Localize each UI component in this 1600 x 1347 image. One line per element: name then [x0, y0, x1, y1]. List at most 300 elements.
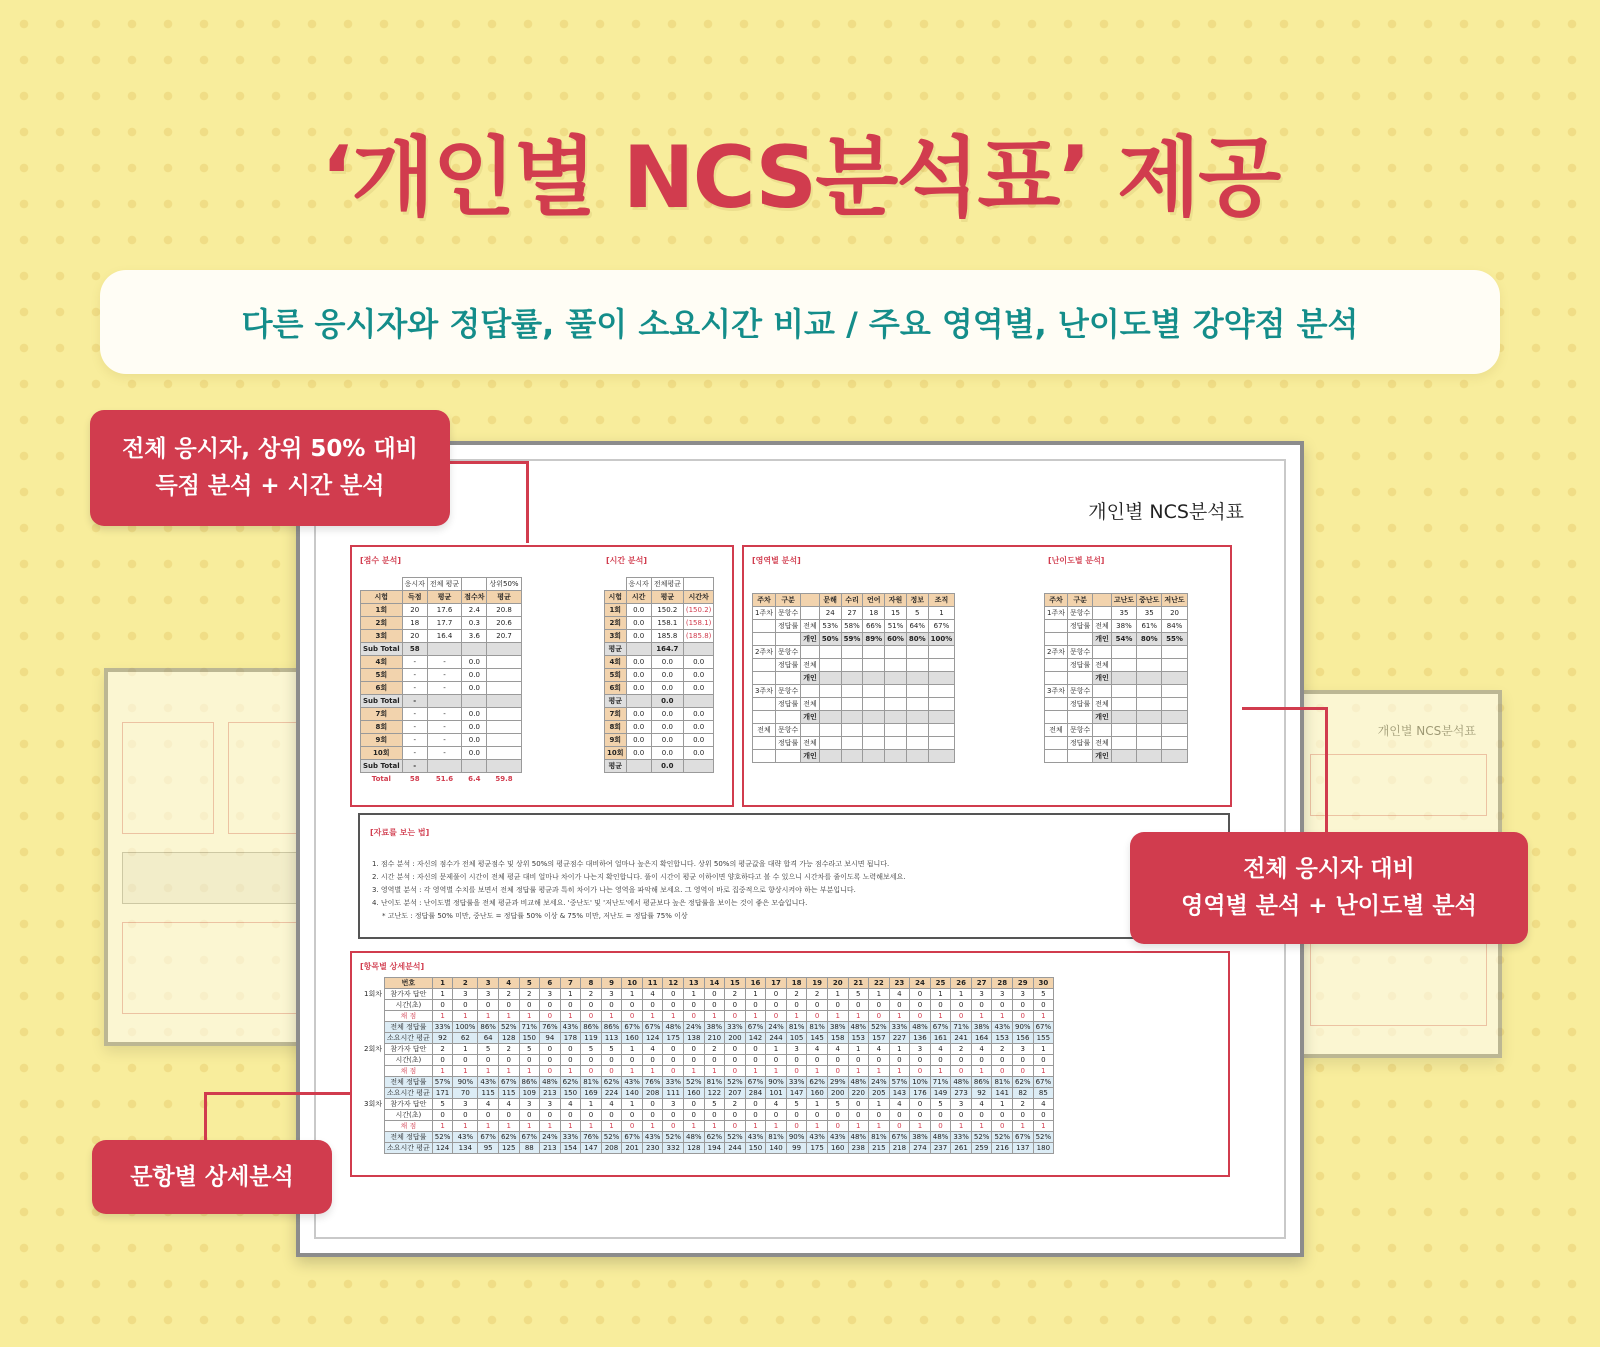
- table-cell: 0: [560, 1044, 581, 1055]
- table-cell: (185.8): [683, 630, 714, 643]
- table-cell: 52%: [869, 1022, 890, 1033]
- table-cell: (150.2): [683, 604, 714, 617]
- callout-area-line2: 영역별 분석 + 난이도별 분석: [1181, 893, 1477, 919]
- table-cell: 0.0: [683, 656, 714, 669]
- table-cell: 1: [930, 989, 951, 1000]
- table-cell: [1045, 672, 1068, 685]
- table-cell: 3회차: [364, 1100, 382, 1108]
- table-cell: 1: [560, 989, 581, 1000]
- table-cell: 0: [725, 1110, 746, 1121]
- table-cell: 1주차: [1045, 607, 1068, 620]
- table-cell: 2: [725, 989, 746, 1000]
- table-row: [605, 591, 714, 604]
- table-cell: 1: [622, 1044, 643, 1055]
- table-cell: [1162, 646, 1187, 659]
- table-cell: 51.6: [435, 775, 454, 783]
- table-cell: 참가자 답안: [384, 1099, 432, 1110]
- table-cell: [819, 737, 841, 750]
- table-row: [361, 578, 522, 591]
- table-cell: 1: [498, 1011, 519, 1022]
- table-cell: 1: [745, 1066, 766, 1077]
- table-cell: [1137, 737, 1162, 750]
- table-cell: 205: [869, 1088, 890, 1099]
- table-cell: [626, 695, 651, 708]
- table-cell: 0: [642, 1000, 663, 1011]
- table-cell: [362, 1110, 384, 1121]
- table-cell: 0.0: [626, 630, 651, 643]
- table-cell: 6.4: [468, 775, 481, 783]
- table-cell: 5: [601, 1044, 622, 1055]
- table-cell: 1: [642, 1121, 663, 1132]
- table-cell: 0: [848, 1099, 869, 1110]
- table-cell: 0: [519, 1110, 540, 1121]
- table-cell: 0.0: [462, 656, 487, 669]
- table-cell: 0: [663, 1044, 684, 1055]
- table-cell: [819, 659, 841, 672]
- table-cell: -: [402, 721, 427, 734]
- table-cell: 142: [745, 1033, 766, 1044]
- table-cell: 52%: [992, 1132, 1013, 1143]
- table-cell: 67%: [889, 1132, 910, 1143]
- table-cell: 7회: [361, 708, 403, 721]
- table-cell: 개인: [1093, 750, 1112, 763]
- table-cell: 27: [971, 978, 992, 989]
- table-cell: 0: [622, 1011, 643, 1022]
- table-cell: 33%: [889, 1022, 910, 1033]
- table-cell: 0: [725, 1055, 746, 1066]
- table-cell: [801, 724, 820, 737]
- table-cell: 58: [402, 643, 427, 656]
- table-cell: [427, 643, 461, 656]
- table-cell: 1: [1033, 1121, 1054, 1132]
- table-cell: 62%: [560, 1077, 581, 1088]
- table-cell: [487, 695, 521, 708]
- table-cell: 52%: [601, 1132, 622, 1143]
- table-row: [361, 695, 522, 708]
- table-row: [605, 578, 714, 591]
- table-cell: 230: [642, 1143, 663, 1154]
- table-cell: 38%: [1111, 620, 1136, 633]
- table-cell: 정답률: [1067, 620, 1092, 633]
- table-cell: [487, 643, 521, 656]
- table-row: [361, 643, 522, 656]
- callout-connector-item: [204, 1092, 350, 1095]
- table-cell: 전체: [801, 737, 820, 750]
- table-cell: 241: [951, 1033, 972, 1044]
- table-cell: 0: [827, 1000, 848, 1011]
- table-cell: 33%: [786, 1077, 807, 1088]
- table-cell: 전체 정답률: [384, 1022, 432, 1033]
- table-cell: Total: [371, 775, 391, 783]
- table-cell: [928, 750, 955, 763]
- table-cell: [906, 646, 928, 659]
- table-cell: 0: [560, 1000, 581, 1011]
- table-cell: 86%: [601, 1022, 622, 1033]
- table-cell: 48%: [848, 1022, 869, 1033]
- table-cell: 0: [663, 1000, 684, 1011]
- table-cell: [1162, 659, 1187, 672]
- table-cell: 정답률: [775, 737, 800, 750]
- table-cell: 0: [432, 1055, 453, 1066]
- table-cell: 38%: [971, 1022, 992, 1033]
- table-cell: 1회차: [364, 990, 382, 998]
- table-row: [1045, 737, 1188, 750]
- table-cell: 62%: [704, 1132, 725, 1143]
- table-cell: 48%: [848, 1077, 869, 1088]
- table-cell: 2주차: [1045, 646, 1068, 659]
- table-cell: -: [427, 682, 461, 695]
- table-cell: 수리: [841, 594, 863, 607]
- table-cell: 284: [745, 1088, 766, 1099]
- table-cell: 21: [848, 978, 869, 989]
- table-cell: -: [402, 695, 427, 708]
- table-cell: 시간(초): [384, 1055, 432, 1066]
- table-cell: 0: [766, 989, 787, 1000]
- table-cell: 6회: [361, 682, 403, 695]
- table-cell: 0: [807, 1011, 828, 1022]
- table-cell: [863, 659, 885, 672]
- table-cell: 4: [807, 1044, 828, 1055]
- table-cell: [801, 646, 820, 659]
- table-cell: 208: [642, 1088, 663, 1099]
- area-section-label: [영역별 분석]: [752, 556, 801, 565]
- table-row: [361, 721, 522, 734]
- table-cell: 0: [889, 1121, 910, 1132]
- document-title: 개인별 NCS분석표: [1088, 501, 1244, 523]
- table-cell: 20: [402, 604, 427, 617]
- table-cell: 0: [827, 1066, 848, 1077]
- table-cell: 25: [930, 978, 951, 989]
- table-cell: 178: [560, 1033, 581, 1044]
- table-cell: 24: [910, 978, 931, 989]
- table-cell: 2: [498, 989, 519, 1000]
- table-cell: [819, 711, 841, 724]
- table-cell: 문항수: [775, 724, 800, 737]
- table-cell: 137: [1013, 1143, 1034, 1154]
- table-cell: 0.0: [626, 747, 651, 760]
- table-cell: 0: [725, 1000, 746, 1011]
- table-cell: 153: [848, 1033, 869, 1044]
- table-cell: [1093, 594, 1112, 607]
- table-cell: 문해: [819, 594, 841, 607]
- subtitle-text: 다른 응시자와 정답률, 풀이 소요시간 비교 / 주요 영역별, 난이도별 강약점 분석: [241, 305, 1359, 343]
- table-cell: 0: [786, 1055, 807, 1066]
- table-cell: [841, 737, 863, 750]
- table-cell: 149: [930, 1088, 951, 1099]
- table-cell: 4: [827, 1044, 848, 1055]
- table-cell: 1: [766, 1121, 787, 1132]
- table-cell: 전체: [801, 698, 820, 711]
- table-cell: 86%: [478, 1022, 499, 1033]
- table-cell: [906, 685, 928, 698]
- table-cell: 2: [519, 989, 540, 1000]
- table-cell: [1162, 750, 1187, 763]
- table-cell: 35: [1137, 607, 1162, 620]
- table-cell: 1: [848, 1044, 869, 1055]
- table-cell: 채 점: [384, 1121, 432, 1132]
- table-cell: 145: [807, 1033, 828, 1044]
- callout-score-time: [90, 410, 450, 526]
- table-row: [1045, 685, 1188, 698]
- table-cell: [928, 672, 955, 685]
- table-row: [605, 747, 714, 760]
- table-cell: 언어: [863, 594, 885, 607]
- table-cell: 0: [951, 1000, 972, 1011]
- table-cell: 48%: [540, 1077, 561, 1088]
- table-cell: 5: [478, 1044, 499, 1055]
- table-cell: 48%: [951, 1077, 972, 1088]
- table-cell: 0: [622, 1110, 643, 1121]
- table-cell: [801, 594, 820, 607]
- table-cell: 147: [786, 1088, 807, 1099]
- table-cell: 0: [889, 1000, 910, 1011]
- table-row: [605, 630, 714, 643]
- table-cell: 33%: [725, 1022, 746, 1033]
- table-cell: [1045, 750, 1068, 763]
- table-row: [362, 978, 1054, 989]
- table-cell: 5: [432, 1099, 453, 1110]
- table-cell: 1: [704, 1066, 725, 1077]
- table-cell: 5: [786, 1099, 807, 1110]
- table-cell: [885, 711, 907, 724]
- table-cell: 175: [663, 1033, 684, 1044]
- table-row: [753, 698, 955, 711]
- table-cell: 문항수: [1067, 646, 1092, 659]
- table-cell: 141: [992, 1088, 1013, 1099]
- table-cell: 0: [540, 1110, 561, 1121]
- table-cell: 52%: [498, 1022, 519, 1033]
- table-cell: 0: [684, 1000, 705, 1011]
- table-cell: 180: [1033, 1143, 1054, 1154]
- table-cell: 143: [889, 1088, 910, 1099]
- table-cell: [819, 750, 841, 763]
- table-cell: 1: [540, 1121, 561, 1132]
- table-cell: 2주차: [753, 646, 776, 659]
- table-cell: 1: [992, 1011, 1013, 1022]
- table-cell: 33%: [432, 1022, 453, 1033]
- table-cell: 4: [1033, 1099, 1054, 1110]
- table-cell: [928, 698, 955, 711]
- table-cell: 0: [786, 1121, 807, 1132]
- table-row: [605, 643, 714, 656]
- table-cell: 62%: [1013, 1077, 1034, 1088]
- table-cell: [1093, 685, 1112, 698]
- table-cell: 58: [409, 775, 420, 783]
- table-cell: [906, 672, 928, 685]
- table-cell: 0: [971, 1110, 992, 1121]
- table-cell: 43%: [642, 1132, 663, 1143]
- table-cell: 개인: [801, 711, 820, 724]
- table-cell: 1: [642, 1066, 663, 1077]
- table-cell: 1: [498, 1121, 519, 1132]
- table-row: [753, 646, 955, 659]
- table-cell: 38%: [910, 1132, 931, 1143]
- table-row: [1045, 698, 1188, 711]
- table-cell: [1093, 607, 1112, 620]
- table-cell: 0: [745, 1000, 766, 1011]
- table-cell: 67%: [745, 1022, 766, 1033]
- table-cell: 3: [786, 1044, 807, 1055]
- table-cell: 0: [642, 1099, 663, 1110]
- table-cell: [1067, 750, 1092, 763]
- table-cell: 1: [453, 1011, 478, 1022]
- table-cell: 30: [1033, 978, 1054, 989]
- table-cell: [885, 750, 907, 763]
- table-cell: 35: [1111, 607, 1136, 620]
- table-cell: 3: [1013, 1044, 1034, 1055]
- table-cell: 273: [951, 1088, 972, 1099]
- table-cell: [801, 607, 820, 620]
- table-cell: [487, 656, 521, 669]
- table-cell: 100%: [453, 1022, 478, 1033]
- table-cell: 평균: [427, 591, 461, 604]
- table-cell: 4: [971, 1099, 992, 1110]
- table-cell: 시간(초): [384, 1110, 432, 1121]
- table-cell: 0.0: [683, 708, 714, 721]
- table-cell: 2: [725, 1099, 746, 1110]
- table-cell: 12: [663, 978, 684, 989]
- table-cell: [362, 1011, 384, 1022]
- table-cell: [462, 578, 487, 591]
- table-row: [362, 1022, 1054, 1033]
- table-row: [362, 1110, 1054, 1121]
- table-cell: [362, 1143, 384, 1154]
- table-cell: [753, 711, 776, 724]
- table-cell: 24%: [684, 1022, 705, 1033]
- table-cell: 주차: [1045, 594, 1068, 607]
- table-cell: 157: [869, 1033, 890, 1044]
- table-cell: 3: [478, 989, 499, 1000]
- table-cell: [863, 737, 885, 750]
- table-cell: 1: [560, 1011, 581, 1022]
- table-cell: 90%: [766, 1077, 787, 1088]
- table-cell: 0: [540, 1044, 561, 1055]
- table-cell: 1: [560, 1066, 581, 1077]
- table-cell: [1045, 698, 1068, 711]
- guide-line: 3. 영역별 분석 : 각 영역별 수치를 보면서 전체 정답률 평균과 특히 차이가 나는 영역을 파악해 보세요. 그 영역이 바로 집중적으로 향상시켜야 하는 부분입니다.: [372, 886, 856, 894]
- table-cell: 전체: [1045, 724, 1068, 737]
- table-cell: 1: [827, 1011, 848, 1022]
- table-cell: 0: [453, 1110, 478, 1121]
- table-cell: 64: [478, 1033, 499, 1044]
- table-row: [361, 682, 522, 695]
- table-cell: 111: [663, 1088, 684, 1099]
- table-cell: 0: [432, 1000, 453, 1011]
- table-cell: 전체: [1093, 620, 1112, 633]
- table-cell: 조직: [928, 594, 955, 607]
- table-cell: [1111, 685, 1136, 698]
- table-cell: [928, 737, 955, 750]
- table-cell: 0: [910, 1055, 931, 1066]
- table-cell: [1162, 737, 1187, 750]
- table-cell: 응시자: [402, 578, 427, 591]
- table-cell: 0.0: [462, 721, 487, 734]
- table-cell: 번호: [384, 978, 432, 989]
- table-cell: 0: [1033, 1055, 1054, 1066]
- table-row: [1045, 620, 1188, 633]
- table-cell: 개인: [1093, 672, 1112, 685]
- table-cell: 평균: [605, 643, 627, 656]
- table-cell: 0: [910, 1066, 931, 1077]
- table-cell: 0.0: [626, 721, 651, 734]
- table-cell: 18: [402, 617, 427, 630]
- table-cell: 1: [519, 1121, 540, 1132]
- table-cell: 0.0: [651, 721, 683, 734]
- table-cell: 1: [745, 1011, 766, 1022]
- table-cell: 67%: [745, 1077, 766, 1088]
- table-cell: 81%: [869, 1132, 890, 1143]
- table-cell: 124: [432, 1143, 453, 1154]
- table-cell: (158.1): [683, 617, 714, 630]
- table-cell: 0: [540, 1055, 561, 1066]
- table-cell: 문항수: [1067, 724, 1092, 737]
- table-cell: 0.0: [462, 669, 487, 682]
- table-cell: 3: [478, 978, 499, 989]
- table-cell: [362, 978, 384, 989]
- table-cell: 0: [889, 1110, 910, 1121]
- table-cell: 0: [869, 1055, 890, 1066]
- table-cell: 82: [1013, 1088, 1034, 1099]
- table-cell: [1137, 685, 1162, 698]
- table-cell: 0.0: [651, 760, 683, 773]
- table-cell: 소요시간 평균: [384, 1143, 432, 1154]
- table-row: [361, 747, 522, 760]
- table-cell: 67%: [622, 1022, 643, 1033]
- table-row: [753, 685, 955, 698]
- table-cell: 2: [786, 989, 807, 1000]
- table-cell: 67%: [642, 1022, 663, 1033]
- table-cell: 14: [704, 978, 725, 989]
- table-row: [753, 659, 955, 672]
- table-cell: 시험: [361, 591, 403, 604]
- table-cell: 1: [745, 1121, 766, 1132]
- table-cell: [841, 724, 863, 737]
- table-row: [361, 630, 522, 643]
- table-cell: 1: [889, 1011, 910, 1022]
- table-cell: 66%: [863, 620, 885, 633]
- table-cell: 33%: [663, 1077, 684, 1088]
- table-cell: 3: [1013, 989, 1034, 1000]
- table-cell: -: [402, 747, 427, 760]
- table-cell: 140: [622, 1088, 643, 1099]
- table-cell: 2.4: [462, 604, 487, 617]
- table-cell: 전체: [801, 659, 820, 672]
- table-cell: 시간차: [683, 591, 714, 604]
- table-cell: [753, 698, 776, 711]
- table-cell: 0.0: [683, 734, 714, 747]
- table-cell: [928, 659, 955, 672]
- table-cell: 0: [1013, 1000, 1034, 1011]
- table-row: [361, 708, 522, 721]
- table-cell: 86%: [971, 1077, 992, 1088]
- table-cell: 3주차: [1045, 685, 1068, 698]
- table-cell: 2: [951, 1044, 972, 1055]
- table-cell: 5: [581, 1044, 602, 1055]
- table-cell: 5: [906, 607, 928, 620]
- table-cell: 1: [560, 1121, 581, 1132]
- table-cell: [928, 646, 955, 659]
- table-cell: 332: [663, 1143, 684, 1154]
- table-cell: 0: [869, 1000, 890, 1011]
- table-cell: 15: [885, 607, 907, 620]
- table-cell: 정보: [906, 594, 928, 607]
- table-cell: 1: [869, 1066, 890, 1077]
- table-cell: 3: [971, 989, 992, 1000]
- table-cell: 1: [622, 989, 643, 1000]
- guide-line: * 고난도 : 정답률 50% 미만, 중난도 = 정답률 50% 이상 & 75% 미만, 저난도 = 정답률 75% 이상: [382, 912, 688, 920]
- table-cell: 2: [704, 1044, 725, 1055]
- table-cell: [361, 578, 403, 591]
